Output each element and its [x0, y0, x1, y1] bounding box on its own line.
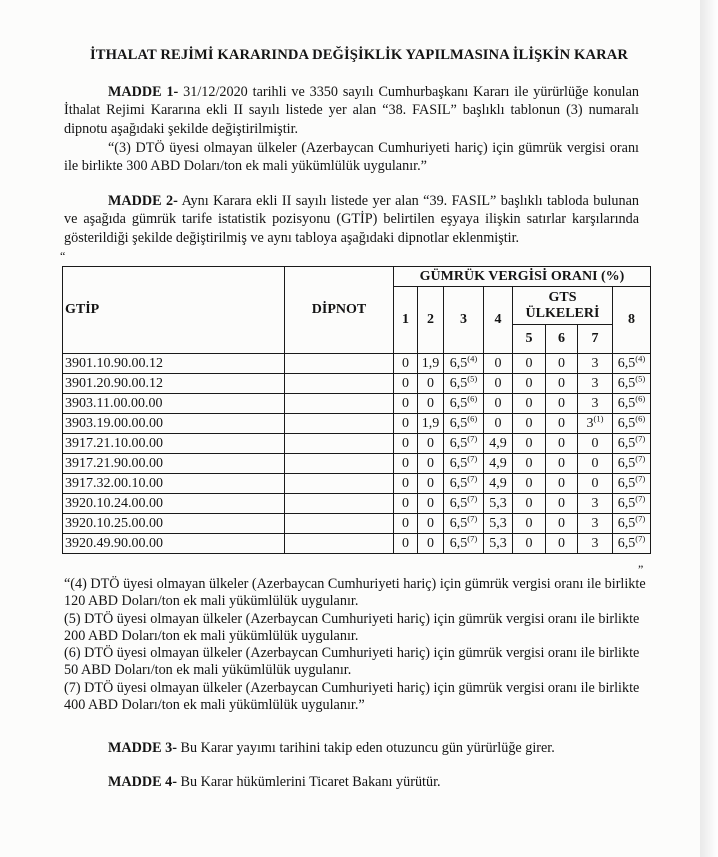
cell-c7 — [578, 534, 613, 554]
footnote-ref: (7) — [467, 472, 478, 483]
cell-c6 — [546, 374, 578, 394]
article-3-label: MADDE 3- — [108, 740, 177, 756]
cell-c7 — [578, 514, 613, 534]
cell-value: 0 — [402, 455, 409, 471]
footnote-ref: (7) — [467, 532, 478, 543]
cell-value: 0 — [494, 375, 502, 391]
cell-dipnot — [285, 394, 394, 414]
cell-c5 — [513, 454, 546, 474]
table-row — [63, 374, 651, 394]
cell-c2 — [418, 374, 444, 394]
cell-c8 — [613, 514, 651, 534]
cell-value: 6,5 — [449, 435, 468, 451]
cell-value: 0 — [402, 475, 409, 491]
cell-value: 6,5 — [449, 515, 468, 531]
cell-c5 — [513, 514, 546, 534]
cell-gtip — [63, 454, 285, 474]
cell-value: 6,5 — [449, 395, 468, 411]
article-3-text: Bu Karar yayımı tarihini takip eden otuzuncu gün yürürlüğe girer. — [180, 740, 555, 756]
cell-value: 3 — [591, 375, 599, 391]
cell-value: 6,5 — [449, 475, 468, 491]
cell-value: 0 — [402, 395, 409, 411]
cell-value: 0 — [525, 515, 533, 531]
cell-c6 — [546, 354, 578, 374]
cell-c2 — [418, 434, 444, 454]
cell-c6 — [546, 454, 578, 474]
cell-gtip — [63, 514, 285, 534]
cell-value: 1,9 — [421, 415, 440, 431]
cell-value: 6,5 — [449, 495, 468, 511]
cell-value: 3 — [591, 535, 599, 551]
cell-c7 — [578, 474, 613, 494]
cell-c5 — [513, 394, 546, 414]
cell-c1 — [394, 534, 418, 554]
footnote-ref: (7) — [635, 432, 646, 443]
cell-c3 — [444, 494, 484, 514]
article-4-paragraph — [64, 773, 639, 791]
cell-value: 0 — [525, 355, 533, 371]
cell-value: 6,5 — [449, 415, 468, 431]
page-edge-shadow — [700, 0, 718, 857]
cell-gtip — [63, 374, 285, 394]
footnote-6: (6) DTÖ üyesi olmayan ülkeler (Azerbaycan Cumhuriyeti hariç) için gümrük vergisi oranı ile birlikte 50 ABD Doları/ton ek mali yükümlülük uygulanır. — [64, 645, 640, 679]
cell-value: 0 — [525, 395, 533, 411]
cell-value: 3903.11.00.00.00 — [65, 395, 163, 411]
cell-c5 — [513, 354, 546, 374]
cell-c8 — [613, 474, 651, 494]
cell-gtip — [63, 394, 285, 414]
cell-value: 0 — [558, 515, 565, 531]
header-dipnot: DİPNOT — [285, 267, 394, 354]
article-1-text: 31/12/2020 tarihli ve 3350 sayılı Cumhurbaşkanı Kararı ile yürürlüğe konulan İthalat Rejimi Kararına ekli II sayılı listede yer alan “38. FASIL” başlıklı tablonun (3) numaralı dipnotu aşağıdaki şekilde değiştirilmiştir. — [64, 84, 639, 137]
cell-value: 0 — [402, 375, 409, 391]
cell-value: 0 — [427, 515, 434, 531]
header-col-2: 2 — [418, 287, 444, 354]
cell-value: 0 — [591, 475, 599, 491]
cell-c4 — [484, 394, 513, 414]
cell-c6 — [546, 514, 578, 534]
cell-c4 — [484, 454, 513, 474]
cell-value: 0 — [525, 495, 533, 511]
cell-value: 6,5 — [617, 375, 636, 391]
cell-value: 0 — [427, 375, 434, 391]
cell-value: 0 — [558, 395, 565, 411]
cell-c7 — [578, 494, 613, 514]
cell-c6 — [546, 434, 578, 454]
header-col-4: 4 — [484, 287, 513, 354]
cell-c5 — [513, 494, 546, 514]
cell-c3 — [444, 354, 484, 374]
footnote-ref: (7) — [467, 512, 478, 523]
cell-value: 0 — [494, 355, 502, 371]
cell-value: 4,9 — [489, 475, 507, 491]
footnote-ref: (7) — [635, 472, 646, 483]
cell-gtip — [63, 354, 285, 374]
footnote-ref: (7) — [467, 492, 478, 503]
article-2-paragraph — [64, 192, 639, 247]
cell-gtip — [63, 434, 285, 454]
cell-value: 3917.21.10.00.00 — [65, 435, 163, 451]
cell-c1 — [394, 454, 418, 474]
cell-c1 — [394, 354, 418, 374]
cell-value: 0 — [525, 535, 533, 551]
cell-c7 — [578, 414, 613, 434]
footnote-ref: (5) — [467, 372, 478, 383]
cell-value: 6,5 — [617, 415, 636, 431]
table-row — [63, 474, 651, 494]
footnote-ref: (7) — [467, 432, 478, 443]
cell-c3 — [444, 454, 484, 474]
document-title: İTHALAT REJİMİ KARARINDA DEĞİŞİKLİK YAPILMASINA İLİŞKİN KARAR — [89, 47, 629, 63]
cell-dipnot — [285, 454, 394, 474]
cell-value: 3901.20.90.00.12 — [65, 375, 163, 391]
cell-c8 — [613, 394, 651, 414]
cell-c3 — [444, 434, 484, 454]
header-rate: GÜMRÜK VERGİSİ ORANI (%) — [394, 267, 651, 287]
footnote-ref: (7) — [635, 532, 646, 543]
cell-c1 — [394, 374, 418, 394]
cell-c3 — [444, 394, 484, 414]
footnote-ref: (1) — [593, 412, 604, 423]
cell-value: 6,5 — [617, 535, 636, 551]
cell-value: 0 — [427, 535, 434, 551]
cell-c6 — [546, 474, 578, 494]
header-gtip: GTİP — [63, 267, 285, 354]
cell-value: 0 — [591, 435, 599, 451]
cell-value: 0 — [427, 455, 434, 471]
cell-value: 0 — [525, 455, 533, 471]
cell-c8 — [613, 354, 651, 374]
footnote-ref: (7) — [635, 492, 646, 503]
cell-value: 6,5 — [617, 475, 636, 491]
cell-gtip — [63, 534, 285, 554]
cell-value: 0 — [427, 495, 434, 511]
cell-value: 3 — [591, 395, 599, 411]
cell-value: 4,9 — [489, 455, 507, 471]
footnote-ref: (4) — [467, 352, 478, 363]
cell-value: 6,5 — [449, 455, 468, 471]
table-row — [63, 534, 651, 554]
footnote-ref: (4) — [635, 352, 646, 363]
cell-value: 4,9 — [489, 435, 507, 451]
header-col-8: 8 — [613, 287, 651, 354]
cell-value: 0 — [558, 375, 565, 391]
cell-c4 — [484, 474, 513, 494]
cell-value: 3920.10.25.00.00 — [65, 515, 163, 531]
cell-value: 6,5 — [617, 355, 636, 371]
cell-value: 3 — [591, 495, 599, 511]
cell-c4 — [484, 354, 513, 374]
cell-c1 — [394, 474, 418, 494]
cell-value: 0 — [494, 395, 502, 411]
article-2-label: MADDE 2- — [108, 193, 178, 209]
cell-c8 — [613, 534, 651, 554]
cell-dipnot — [285, 534, 394, 554]
table-open-quote: “ — [60, 249, 66, 263]
cell-value: 0 — [402, 355, 409, 371]
cell-value: 3 — [586, 415, 594, 431]
header-gts: GTS ÜLKELERİ — [513, 287, 613, 325]
cell-value: 5,3 — [489, 535, 507, 551]
footnote-4: “(4) DTÖ üyesi olmayan ülkeler (Azerbaycan Cumhuriyeti hariç) için gümrük vergisi oranı ile birlikte 120 ABD Doları/ton ek mali yükümlülük uygulanır. — [64, 576, 646, 610]
article-1-paragraph — [64, 83, 639, 138]
cell-value: 0 — [494, 415, 502, 431]
cell-dipnot — [285, 474, 394, 494]
cell-c5 — [513, 474, 546, 494]
cell-value: 6,5 — [449, 535, 468, 551]
table-row — [63, 454, 651, 474]
footnote-ref: (6) — [467, 392, 478, 403]
cell-c4 — [484, 374, 513, 394]
cell-c4 — [484, 514, 513, 534]
cell-dipnot — [285, 374, 394, 394]
cell-c8 — [613, 454, 651, 474]
header-col-3: 3 — [444, 287, 484, 354]
cell-value: 0 — [402, 415, 409, 431]
cell-gtip — [63, 474, 285, 494]
footnote-ref: (7) — [635, 512, 646, 523]
table-row — [63, 514, 651, 534]
cell-c1 — [394, 434, 418, 454]
footnote-ref: (6) — [635, 392, 646, 403]
cell-value: 0 — [558, 475, 565, 491]
cell-dipnot — [285, 354, 394, 374]
cell-value: 0 — [558, 455, 565, 471]
header-col-7: 7 — [578, 325, 613, 354]
cell-value: 0 — [427, 395, 434, 411]
cell-dipnot — [285, 514, 394, 534]
cell-value: 3 — [591, 515, 599, 531]
cell-value: 3 — [591, 355, 599, 371]
article-3-paragraph — [64, 739, 639, 757]
cell-c7 — [578, 394, 613, 414]
cell-c7 — [578, 374, 613, 394]
cell-c1 — [394, 414, 418, 434]
cell-c8 — [613, 374, 651, 394]
cell-value: 0 — [402, 495, 409, 511]
cell-c8 — [613, 434, 651, 454]
cell-c3 — [444, 414, 484, 434]
table-row — [63, 354, 651, 374]
cell-value: 5,3 — [489, 495, 507, 511]
tariff-table — [62, 266, 651, 554]
cell-c7 — [578, 454, 613, 474]
cell-c4 — [484, 414, 513, 434]
cell-value: 0 — [525, 435, 533, 451]
cell-c5 — [513, 434, 546, 454]
cell-value: 6,5 — [617, 495, 636, 511]
cell-gtip — [63, 494, 285, 514]
cell-value: 3917.32.00.10.00 — [65, 475, 163, 491]
cell-value: 0 — [427, 475, 434, 491]
cell-value: 3917.21.90.00.00 — [65, 455, 163, 471]
cell-value: 0 — [525, 475, 533, 491]
cell-value: 6,5 — [449, 375, 468, 391]
cell-value: 3920.49.90.00.00 — [65, 535, 163, 551]
footnote-5: (5) DTÖ üyesi olmayan ülkeler (Azerbaycan Cumhuriyeti hariç) için gümrük vergisi oranı ile birlikte 200 ABD Doları/ton ek mali yükümlülük uygulanır. — [64, 610, 640, 644]
cell-value: 0 — [402, 515, 409, 531]
cell-c3 — [444, 534, 484, 554]
article-2-text: Aynı Karara ekli II sayılı listede yer alan “39. FASIL” başlıklı tabloda bulunan ve aşağıda gümrük tarife istatistik pozisyonu (GTİP) belirtilen eşyaya ilişkin satırlar karşılarında gösterildiği şekilde değiştirilmiş ve aynı tabloya aşağıdaki dipnotlar eklenmiştir. — [64, 193, 639, 246]
cell-c2 — [418, 414, 444, 434]
cell-value: 0 — [558, 495, 565, 511]
cell-c4 — [484, 434, 513, 454]
article-1-quote: “(3) DTÖ üyesi olmayan ülkeler (Azerbaycan Cumhuriyeti hariç) için gümrük vergisi oranı ile birlikte 300 ABD Doları/ton ek mali yükümlülük uygulanır.” — [64, 140, 639, 175]
cell-value: 0 — [427, 435, 434, 451]
cell-c7 — [578, 354, 613, 374]
cell-value: 0 — [525, 415, 533, 431]
cell-gtip — [63, 414, 285, 434]
cell-value: 6,5 — [617, 455, 636, 471]
cell-c2 — [418, 454, 444, 474]
cell-value: 3903.19.00.00.00 — [65, 415, 163, 431]
cell-c2 — [418, 494, 444, 514]
cell-value: 3901.10.90.00.12 — [65, 355, 163, 371]
cell-c3 — [444, 374, 484, 394]
cell-c8 — [613, 414, 651, 434]
cell-c4 — [484, 534, 513, 554]
cell-c1 — [394, 394, 418, 414]
cell-c4 — [484, 494, 513, 514]
cell-dipnot — [285, 494, 394, 514]
footnote-ref: (6) — [635, 412, 646, 423]
cell-value: 0 — [558, 435, 565, 451]
cell-c5 — [513, 374, 546, 394]
cell-c1 — [394, 514, 418, 534]
cell-c1 — [394, 494, 418, 514]
cell-value: 5,3 — [489, 515, 507, 531]
footnotes — [64, 576, 654, 714]
footnote-7: (7) DTÖ üyesi olmayan ülkeler (Azerbaycan Cumhuriyeti hariç) için gümrük vergisi oranı ile birlikte 400 ABD Doları/ton ek mali yükümlülük uygulanır.” — [64, 679, 640, 714]
cell-c6 — [546, 394, 578, 414]
cell-value: 0 — [402, 435, 409, 451]
table-row — [63, 434, 651, 454]
table-row — [63, 494, 651, 514]
cell-dipnot — [285, 414, 394, 434]
article-1-label: MADDE 1- — [108, 84, 179, 100]
cell-c2 — [418, 354, 444, 374]
cell-value: 0 — [558, 415, 565, 431]
header-col-5: 5 — [513, 325, 546, 354]
tariff-table-body — [63, 354, 651, 554]
cell-value: 0 — [558, 355, 565, 371]
footnote-ref: (7) — [635, 452, 646, 463]
article-4-label: MADDE 4- — [108, 774, 177, 790]
cell-dipnot — [285, 434, 394, 454]
cell-value: 1,9 — [421, 355, 440, 371]
cell-value: 3920.10.24.00.00 — [65, 495, 163, 511]
header-col-1: 1 — [394, 287, 418, 354]
header-col-6: 6 — [546, 325, 578, 354]
table-close-quote: ” — [638, 562, 644, 576]
cell-value: 6,5 — [617, 395, 636, 411]
table-row — [63, 394, 651, 414]
cell-c6 — [546, 414, 578, 434]
cell-value: 0 — [591, 455, 599, 471]
cell-value: 0 — [402, 535, 409, 551]
cell-c5 — [513, 534, 546, 554]
cell-c7 — [578, 434, 613, 454]
cell-value: 6,5 — [617, 515, 636, 531]
article-4-text: Bu Karar hükümlerini Ticaret Bakanı yürütür. — [180, 774, 441, 790]
cell-c2 — [418, 474, 444, 494]
cell-c5 — [513, 414, 546, 434]
cell-value: 0 — [525, 375, 533, 391]
cell-value: 6,5 — [617, 435, 636, 451]
footnote-ref: (6) — [467, 412, 478, 423]
cell-c8 — [613, 494, 651, 514]
cell-c2 — [418, 394, 444, 414]
cell-c3 — [444, 474, 484, 494]
cell-c6 — [546, 534, 578, 554]
cell-value: 0 — [558, 535, 565, 551]
footnote-ref: (5) — [635, 372, 646, 383]
cell-c2 — [418, 514, 444, 534]
footnote-ref: (7) — [467, 452, 478, 463]
cell-c3 — [444, 514, 484, 534]
cell-value: 6,5 — [449, 355, 468, 371]
table-row — [63, 414, 651, 434]
cell-c2 — [418, 534, 444, 554]
cell-c6 — [546, 494, 578, 514]
